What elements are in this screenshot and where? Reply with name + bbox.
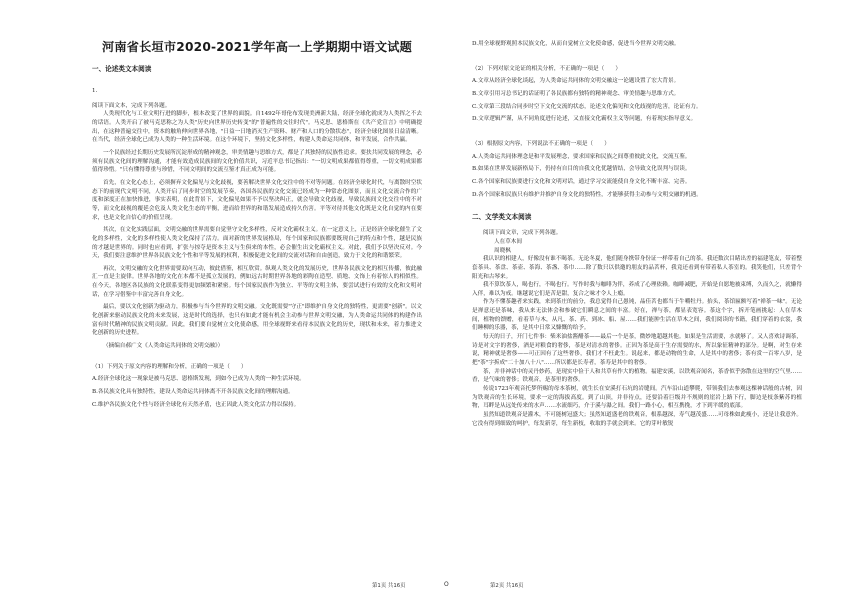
option-d: D.文章逻辑严谨，从不同角度进行论述，又直接文化霸权主义等问题，有着现实指导意义。 <box>472 116 697 123</box>
document-title: 河南省长垣市2020-2021学年高一上学期期中语文试题 <box>101 40 413 54</box>
right-column <box>472 40 802 428</box>
option-b: B.如果在世界发展新格局下，仍持有自目的自我文化优越情结，会导致文化误判与误读。 <box>472 166 691 173</box>
source-citation: （摘编自郝广文《人类命运共同体的文明交融》） <box>103 343 224 350</box>
paragraph: 每天的日子，开门七件事：柴米油盐酱醋茶——最后一个是茶，微妙地超越其他。如果是生活需要，水就够了。又人喜欢诗调茶，诗是对文字的奢侈，酒是对粮食的奢侈，茶是对清水的奢侈。正因为茶是高于生存需要的水，所以象征精神的部分。是啊，对生存来说，精神就是奢侈——可正因有了这些奢侈，我们才不枉此生。说起来，都是动物的生命，人是其中的奢侈；茶有赏一百零八岁，是把"茶"字拆成"二十加八十八"……所以都是长寿者，茶寿是其中的奢侈。 <box>472 334 802 367</box>
paragraph: 人类现代化与工业文明行进的脚步，根本改变了世界的面貌。自1492年哥伦布发现美洲新大陆，经济全球化就成为人类挥之不去的话语。人类开启了被马克思称之为人类"历史向世界历史转变"的"普遍性的交往时代"。马克思、恩格斯在《共产党宣言》中明确提出，在这种普遍交往中，资本的触角伸向世界各地，"日益一日地消灭生产资料、财产和人口的分散状态"，经济全球化图景日益清晰。在当代，经济全球化已成为人类的一种生活环境。在这个环境下，坚持文化多样性，构建人类命运共同体，和平发展，合作共赢。 <box>92 111 422 144</box>
option-a: A.人类命运共同体理念是和平发展理念，要求国家和民族之间尊重彼此文化，交流互鉴。 <box>472 153 691 160</box>
option-d: D.各个国家和民族只有维护并推护自身文化的独特性，才能够获得主动参与文明交融的机遇。 <box>472 191 702 198</box>
essay-title: 人在草木间 <box>494 238 522 245</box>
option-a: A.经济全球化这一现象是被马克思、恩格斯发现，到如今已成为人类的一种生活环境。 <box>92 376 305 383</box>
paragraph: 一个民族经过长期历史发展所沉淀形成的精神观念，审美情趣与思维方式，都是了其独特的民族性追求。要扶共同发展的理念，必须有民族文化间的理解沟通，才能有效造成民族间的文化价值共识，习近平总书记指出："一切文明成果都值得尊重，一切文明成果都值得珍惜。"只有懂得尊重与珍惜，不同文明间的交流互鉴才真正成为可能。 <box>92 149 422 174</box>
instruction-text: 阅读下面文本，完成下列各题。 <box>92 102 171 109</box>
paragraph: 虽然知道铁观音是灌木，不可能树冠盛大；虽然知道盛老的铁观音，根系越深，寿气越茂盛……可母株如此瘦小，还是让我意外。它没有得到细致的呵护，每发新芽，每生新枝，收取的手就会到来。它的芽叶敏锐 <box>472 412 802 427</box>
question-1-2: （2）下列对原文论证的相关分析，不正确的一项是（ ） <box>472 65 621 72</box>
section-heading-2: 二、文学类文本阅读 <box>472 213 532 222</box>
page-right <box>430 0 860 608</box>
passage-1 <box>92 110 422 338</box>
essay-author: 周晓枫 <box>494 247 511 254</box>
page-divider-circle: O <box>444 581 449 588</box>
instruction-text: 阅读下面文章，完成下列各题。 <box>483 230 562 237</box>
paragraph: 茶，并非神话中的灵丹妙药，是现实中俭于人和共草有作大的植物。福建安溪，以铁观音闻名，茶香似乎弥散在这里的空气里……香，是气味的奢侈；铁观音，是茶里的奢侈。 <box>472 368 802 384</box>
paragraph: 再次，文明交融的文化世界需要双向互动，彼此借鉴，相互欣赏。纵观人类文化的发展历史，世界各民族文化的相互传播，彼此融汇一直是主旋律。世界各地的文化在本都不是孤立发展的，例如远古时期世界各地的彩陶在造型、质地、文饰上有着惊人的相似性。在今天，各地区各民族的文化联系变得更加频繁和紧密。每个国家民族作为独立、平等的文明主体，要尝试进行有效的文化和文明对话，在学习借鉴中丰富完善自身文化。 <box>92 265 422 298</box>
passage-2 <box>472 255 802 428</box>
section-heading-1: 一、论述类文本阅读 <box>92 65 152 73</box>
left-column <box>92 20 422 409</box>
option-c: C.维护各民族文化个性与经济全球化有天然矛盾，也正因此人类文化活力得以保持。 <box>92 401 300 408</box>
option-b: B.文章引用习总书记的话证明了各民族都有独特的精神观念、审美情趣与思维方式。 <box>472 90 680 97</box>
paragraph: 传说1723年观音托梦所赐的母本茶树，就生长在安溪打石坑的岩缝间。汽车沿山道攀爬，带领我们去参观这棵神话般的古树，因为铁观音的生长环境，要求一定的海拔高度。到了山顶，并非待点，还要沿着巨级并不规则的崖岩上路下行，脚边是枝条紫苏的植物，耳畔是从远处传来的水声……水流细巧，介于溪与瀑之间。我们一路小心，相互携挽，才下到平缓的底部。 <box>472 386 802 410</box>
paragraph: 其次，在文化实践层面，文明交融的世界需要自觉坚守文化多样性，反对文化霸权主义。在一定意义上，正是经济全球化催生了文化的多样性，文化的多样性使人类文化保持了活力。面对新的世界发展格局，每个国家和民族都要既现自己的特点和个性，越是民族的才越是世界的。同时也应看到，扩张与掠夺是资本主义与生俱来的本性，必会催生出文化霸权主义。对此，我们予以坚决反对。今天，我们要注意维护世界各民族文化个性和平等发展的权利，积极促进文化间的交流对话和自由创造，致力于文化的和谐繁荣。 <box>92 227 422 260</box>
page-number-left: 第1页 共16页 <box>372 583 406 589</box>
question-1-3: （3）根据原文内容，下列说法不正确的一项是（ ） <box>472 140 610 147</box>
page-number-right: 第2页 共16页 <box>490 583 524 589</box>
paragraph: 作为不懂茶趣者来实践，来到茶庄的前分，我总觉得自己愚钝，晶佳茗也都当于牛嚼牡丹。抬头，茶馆匾额写着"禅茶一味"。无论是禅意还是茶味，我从来无法体会和参破它们瞬息之间的丰富。好在，禅与茶，都显表宽容。茶这个字，拆开笔画挑起：人在草木间，植物的馈赠，看着草与木，从凡、茶、药、到冰、船、屋……我们能肿生活在草木之间，我们阅读的书籍，我们穿着的衣裳，我们睡柳的乐器，茶，是其中日常又慷慨的给予。 <box>472 299 802 332</box>
paragraph: 我不算饮茶人，喝也行，不喝也行。写作时我与咖啡为伴，养成了心理依赖。咖啡减肥，开始是自愿地被束缚，久而久之，就懒得入伴，难以为戒。继越说它们是苦是甜，复合之味才令人上瘾。 <box>472 282 802 297</box>
option-c: C.文章第三段结合同步时空下文化交流的状态，论述文化偏见和文化歧视的危害，论证有力。 <box>472 103 702 110</box>
option-b: B.各民族文化具有独特性，建设人类命运共同体离不开各民族文化间的理解沟通。 <box>92 389 294 396</box>
question-number: 1. <box>92 88 98 94</box>
option-a: A.文章从经济全球化谈起，为人类命运共同体的文明交融这一论题设置了宏大背景。 <box>472 78 680 85</box>
paragraph: 我认识的相建人，好像没有谁不喝茶。无论冬夏，他们随身携带身份证一样带着自己的茶。我还数次目睹出差的福建笔友，带着整套茶具、茶盘、茶壶、茶海、茶盏、茶巾……除了数只以供邀的朋友的品茗杯，我竟还看到有带着私人茶室的。我笑他们，只差背个阳光和古琴来。 <box>472 256 802 280</box>
paragraph: 最后，要以文化创新为驱动力，积极参与当今世界的文明交融。文化既需要"守正"即维护自身文化的独特性，更需要"创新"。以文化创新来驱动民族文化的未来发展，这是时代的选择，也只有如此才能有机会主动参与世界文明交融，为人类命运共同体的构建作出富有时代精神的民族文明贡献。因此，我们要自觉树立文化使命感，用全球视野来看待本民族文化的历史，现状和未来，着力推进文化创新的历史进程。 <box>92 304 422 337</box>
paragraph: 首先，在文化心态上，必须摒弃文化偏见与文化歧视，要善解决世界文化交往中的不对等问题。在经济全球化时代，与离散时空状态下的前现代文明不同，人类开启了同步时空的发展节奏，各国各民族的文化交流已经成为一种常态化图景，而且文化交流合作的广度和深度正在加快推进，事实表明，在此背景下，文化偏见如果不予以坚决纠正，就会导致文化歧视，导致民族间文化交往中的不对等，而文化歧视的覆延会危及人类文化生态的平衡，进而给世界的和谐发展造成持久伤害。平等对待其他文化既是文化自觉的内在要求，也是文化自信心的价值呈现。 <box>92 179 422 221</box>
question-1-1: （1）下列关于原文内容的理解和分析，正确的一项是（ ） <box>92 363 247 370</box>
option-d: D.用全球视野观照本民族文化，从而自觉树立文化使命感，促进当今世界文明交融。 <box>472 41 680 47</box>
option-c: C.各个国家和民族要进行文化和文明对话，通过学习交流能使自身文化不断丰富、完善。 <box>472 178 691 185</box>
